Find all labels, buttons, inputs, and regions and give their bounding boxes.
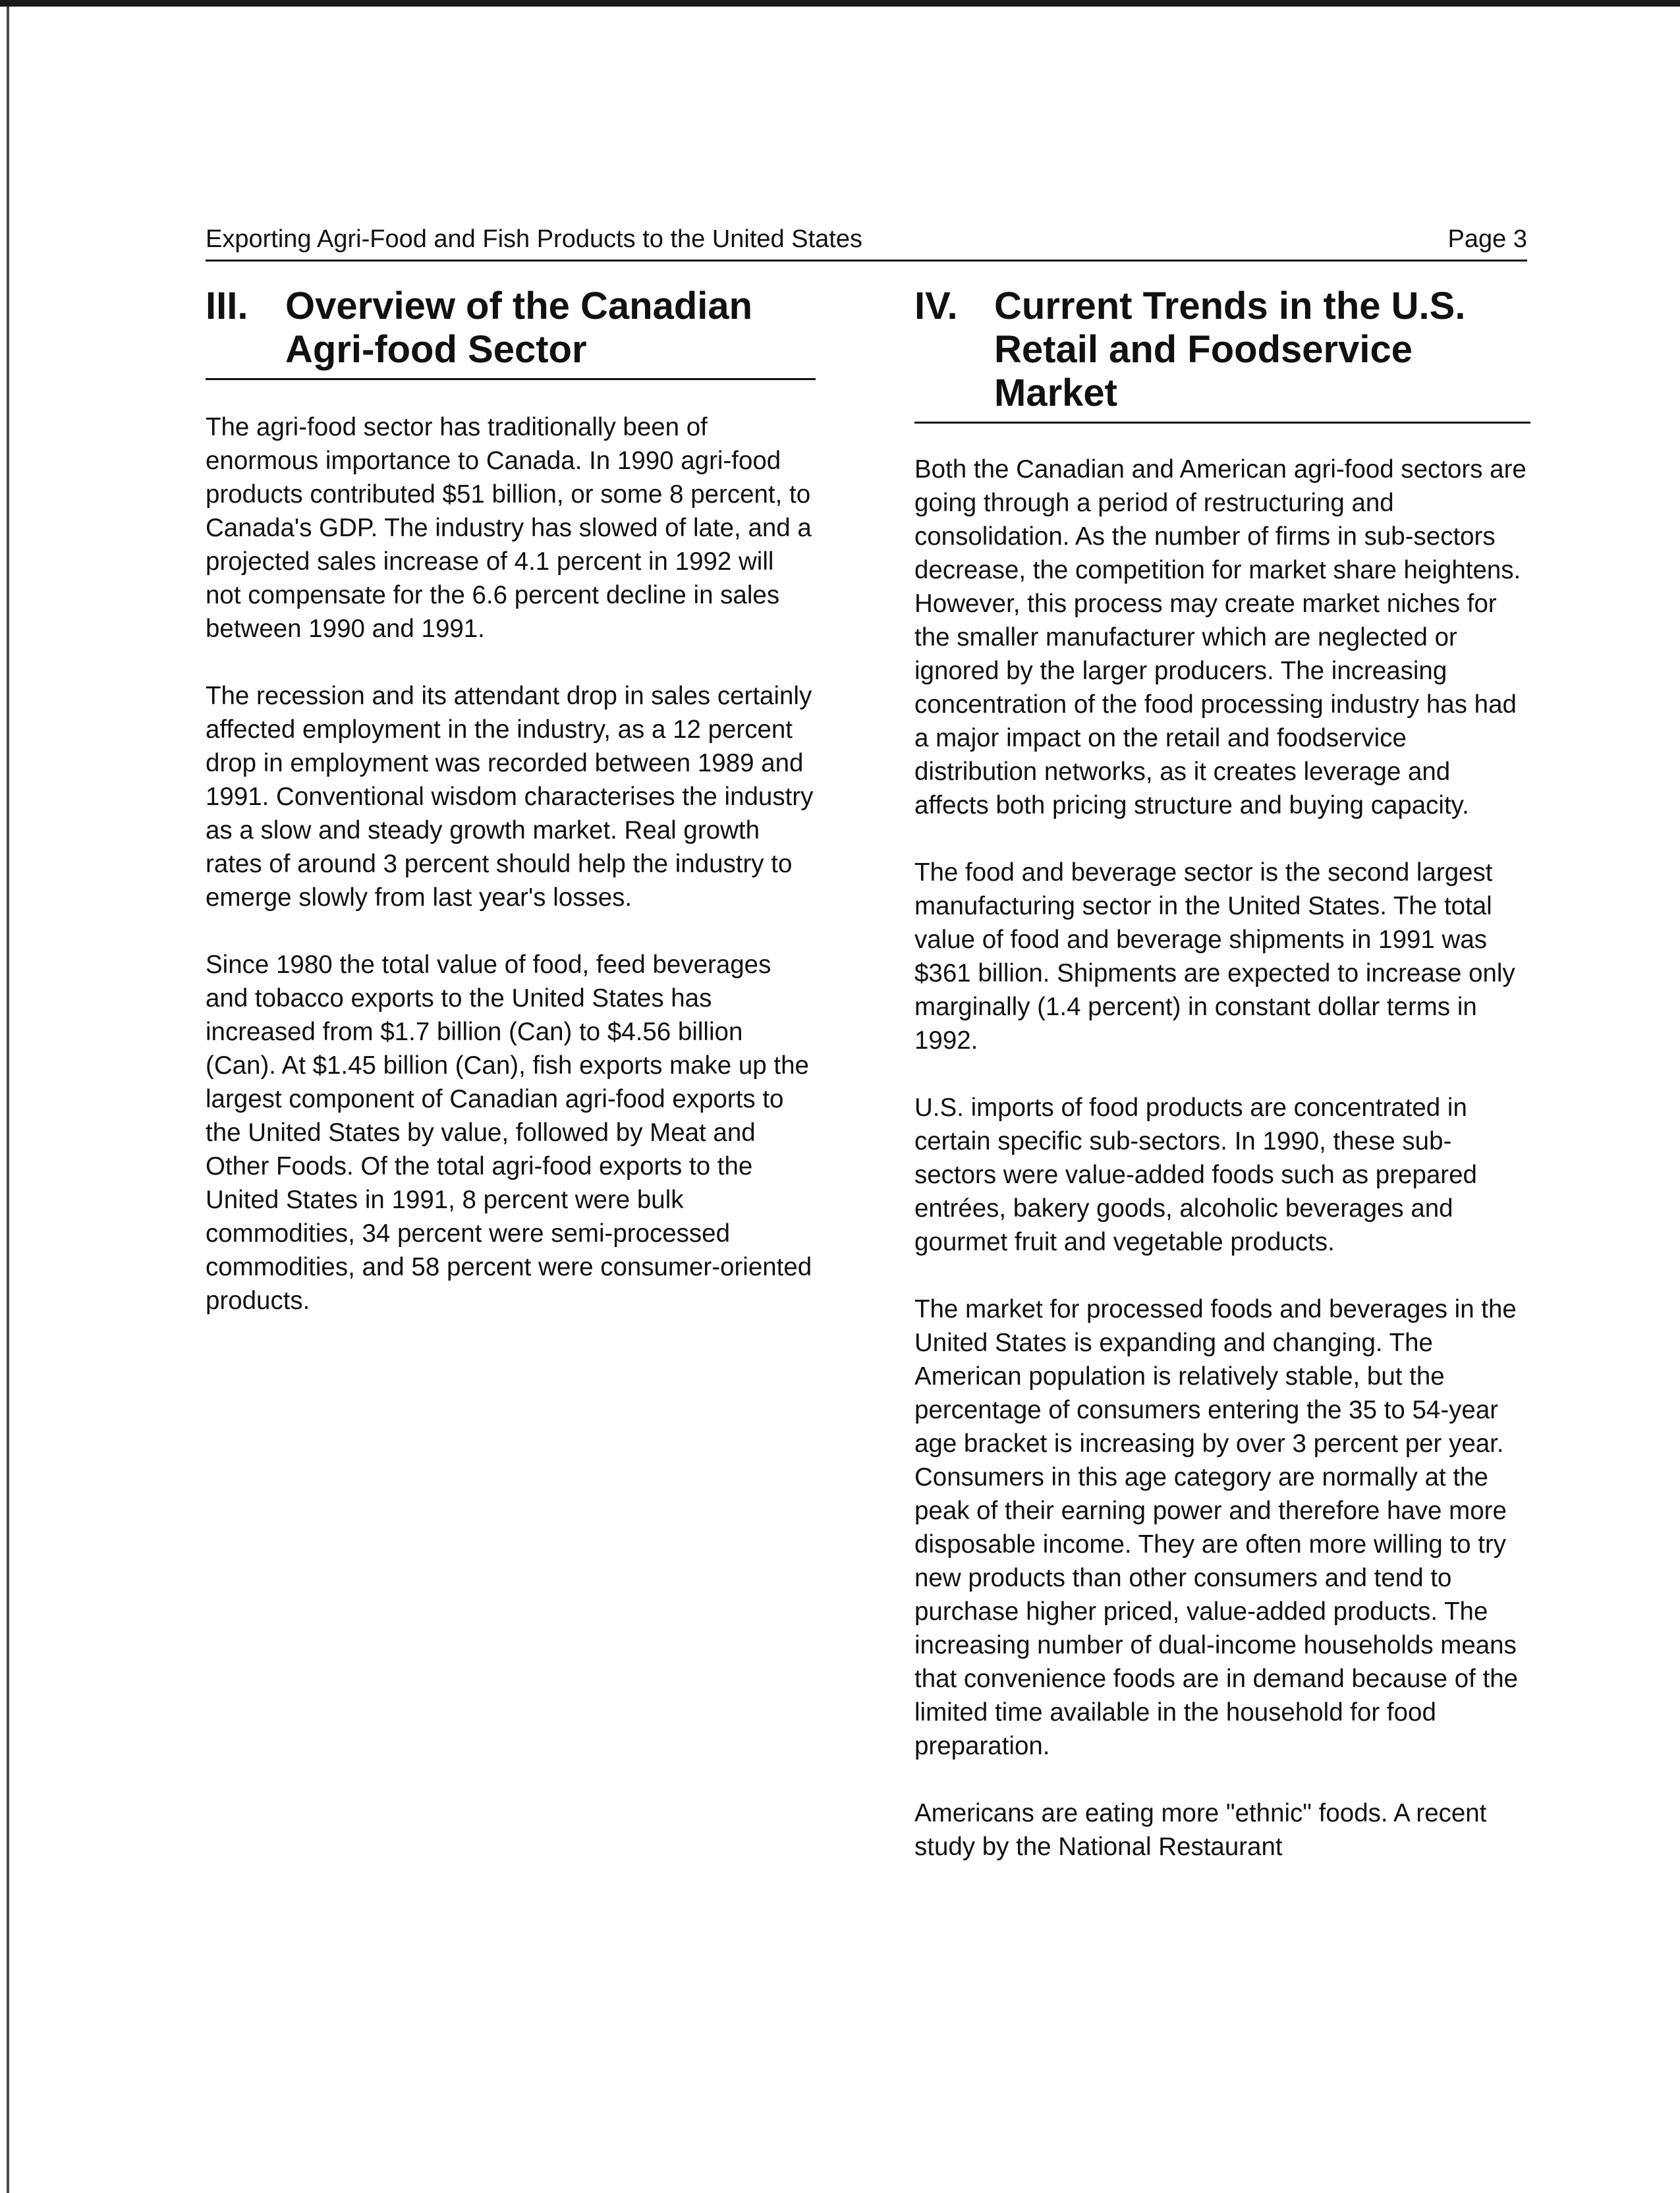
section-number: IV. bbox=[914, 285, 958, 327]
section-heading-trends bbox=[914, 285, 1530, 424]
running-header bbox=[206, 223, 1527, 262]
section-heading-line-3: Market bbox=[994, 372, 1117, 414]
paragraph: The recession and its attendant drop in sales certainly affected employment in the industry, as a 12 percent drop in employment was recorded between 1989 and 1991. Conventional wisdom characterises the industry as a slow and steady growth market. Real growth rates of around 3 percent should help the industry to emerge slowly from last year's losses. bbox=[206, 682, 814, 912]
scan-left-edge bbox=[7, 7, 9, 2193]
document-title: Exporting Agri-Food and Fish Products to the United States bbox=[206, 225, 862, 253]
page-number: Page 3 bbox=[1447, 225, 1527, 253]
section-heading-overview bbox=[206, 285, 816, 380]
left-column bbox=[206, 285, 816, 1318]
paragraph: The food and beverage sector is the second largest manufacturing sector in the United States. The total value of food and beverage shipments in 1991 was $361 billion. Shipments are expected to increase only marginally (1.4 percent) in constant dollar terms in 1992. bbox=[914, 858, 1515, 1055]
paragraph: The agri-food sector has traditionally been of enormous importance to Canada. In 1990 agri-food products contributed $51 billion, or some 8 percent, to Canada's GDP. The industry has slowed of late, and a projected sales increase of 4.1 percent in 1992 will not compensate for the 6.6 percent decline in sales between 1990 and 1991. bbox=[206, 413, 812, 643]
section-heading-line-2: Agri-food Sector bbox=[285, 328, 587, 371]
section-heading-line-2: Retail and Foodservice bbox=[994, 328, 1413, 371]
section-heading-line-1: Current Trends in the U.S. bbox=[994, 285, 1466, 327]
section-number: III. bbox=[206, 285, 248, 327]
section-heading-line-1: Overview of the Canadian bbox=[285, 285, 753, 327]
right-column bbox=[914, 285, 1530, 1864]
paragraph: The market for processed foods and beverages in the United States is expanding and changing. The American population is relatively stable, but the percentage of consumers entering the 35 to 54-year age bracket is increasing by over 3 percent per year. Consumers in this age category are normally at the peak of their earning power and therefore have more disposable income. They are often more willing to try new products than other consumers and tend to purchase higher priced, value-added products. The increasing number of dual-income households means that convenience foods are in demand because of the limited time available in the household for food preparation. bbox=[914, 1295, 1519, 1760]
paragraph: U.S. imports of food products are concentrated in certain specific sub-sectors. In 1990, these sub-sectors were value-added foods such as prepared entrées, bakery goods, alcoholic beverages and gourmet fruit and vegetable products. bbox=[914, 1094, 1477, 1256]
paragraph: Both the Canadian and American agri-food sectors are going through a period of restructuring and consolidation. As the number of firms in sub-sectors decrease, the competition for market share heightens. However, this process may create market niches for the smaller manufacturer which are neglected or ignored by the larger producers. The increasing concentration of the food processing industry has had a major impact on the retail and foodservice distribution networks, as it creates leverage and affects both pricing structure and buying capacity. bbox=[914, 455, 1526, 819]
scan-top-edge bbox=[0, 0, 1680, 7]
paragraph: Americans are eating more "ethnic" foods. A recent study by the National Restaurant bbox=[914, 1799, 1487, 1861]
paragraph: Since 1980 the total value of food, feed beverages and tobacco exports to the United States has increased from $1.7 billion (Can) to $4.56 billion (Can). At $1.45 billion (Can), fish exports make up the largest component of Canadian agri-food exports to the United States by value, followed by Meat and Other Foods. Of the total agri-food exports to the United States in 1991, 8 percent were bulk commodities, 34 percent were semi-processed commodities, and 58 percent were consumer-oriented products. bbox=[206, 951, 812, 1315]
